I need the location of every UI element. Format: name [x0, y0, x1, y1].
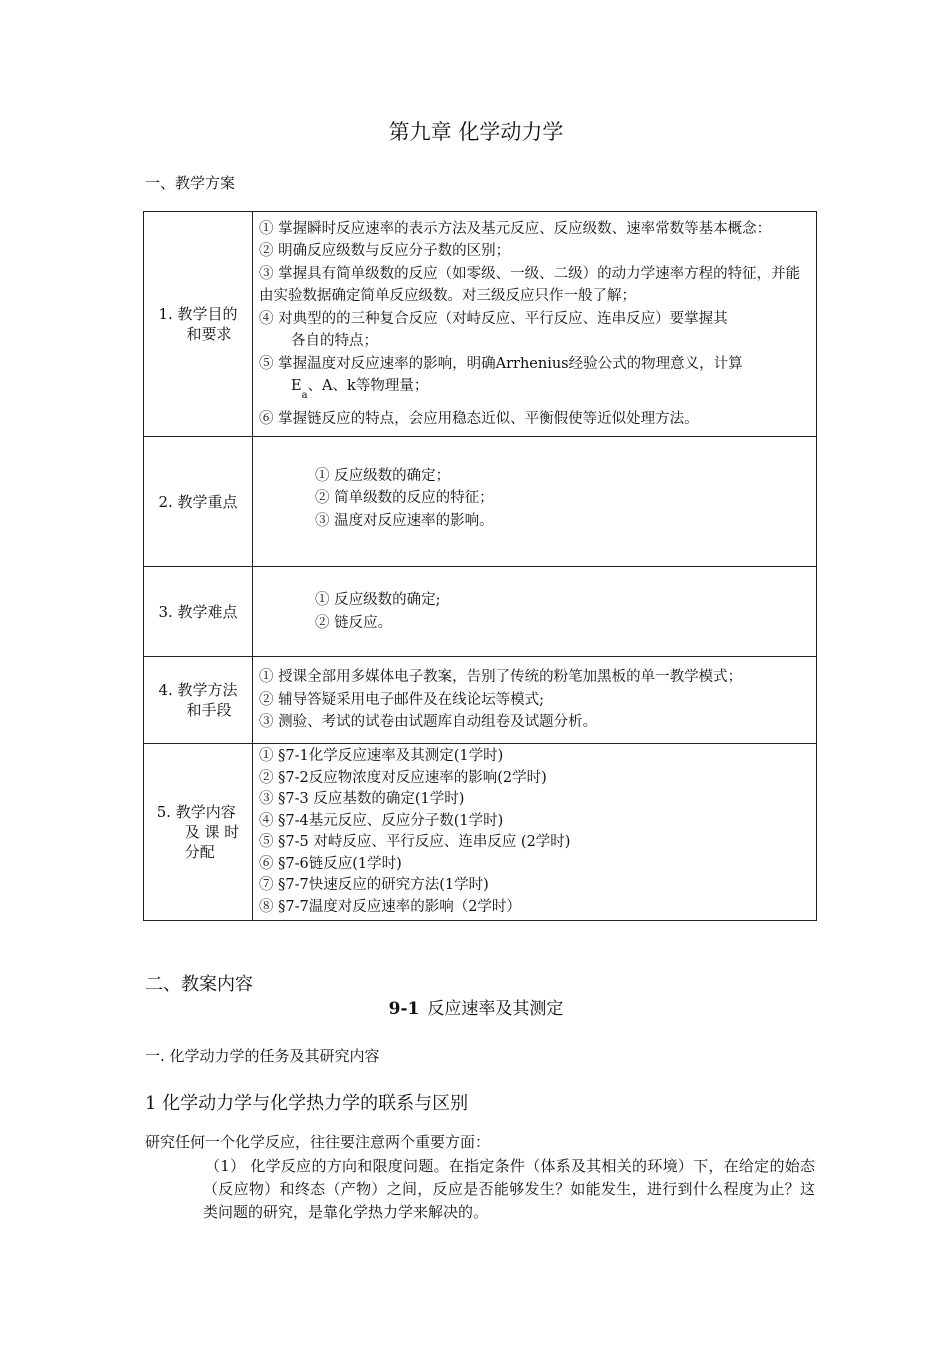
list-item: ⑦ §7-7快速反应的研究方法(1学时) [259, 877, 489, 893]
label-line: 及 课 时 [184, 823, 240, 841]
label-line: 和要求 [186, 325, 232, 343]
heading-relation: 1 化学动力学与化学热力学的联系与区别 [145, 1093, 469, 1114]
list-item: ⑧ §7-7温度对反应速率的影响（2学时） [259, 898, 521, 915]
list-item: ③ 掌握具有简单级数的反应（如零级、一级、二级）的动力学速率方程的特征，并能由实验数据确定简单反应级数。对三级反应只作一般了解； [259, 265, 801, 305]
list-item: ② §7-2反应物浓度对反应速率的影响(2学时) [259, 769, 547, 786]
paragraph-direction-limit: （1） 化学反应的方向和限度问题。在指定条件（体系及其相关的环境）下，在给定的始态（反应物）和终态（产物）之间，反应是否能够发生？如能发生，进行到什么程度为止？这类问题的研究，是靠化学热力学来解决的。 [203, 1157, 815, 1221]
list-item: ⑤ §7-5 对峙反应、平行反应、连串反应 (2学时) [259, 834, 571, 850]
row-content [253, 567, 817, 657]
table-row [144, 437, 817, 567]
list-item: ② 辅导答疑采用电子邮件及在线论坛等模式; [259, 691, 544, 708]
row-label [144, 744, 253, 921]
row-label [144, 437, 253, 567]
list-item: ⑥ 掌握链反应的特点，会应用稳态近似、平衡假使等近似处理方法。 [259, 410, 699, 427]
label-line: 5. 教学内容 [156, 803, 236, 821]
chapter-title: 第九章 化学动力学 [388, 120, 564, 144]
section-heading-lesson-content: 二、教案内容 [145, 974, 253, 995]
heading-task: 一. 化学动力学的任务及其研究内容 [145, 1047, 380, 1065]
list-item: ③ 测验、考试的试卷由试题库自动组卷及试题分析。 [259, 714, 598, 731]
label-line: 4. 教学方法 [158, 681, 238, 699]
label-line: 3. 教学难点 [158, 602, 238, 621]
row-label [144, 212, 253, 437]
list-item: ⑥ §7-6链反应(1学时) [259, 855, 402, 872]
label-line: 1. 教学目的 [158, 305, 238, 323]
ea-symbol: E [291, 378, 302, 395]
list-item: ① 反应级数的确定; [315, 592, 441, 608]
list-item [259, 375, 812, 408]
subsection-number: 9-1 [388, 999, 420, 1019]
list-item: ① 反应级数的确定； [315, 467, 451, 484]
table-row [144, 212, 817, 437]
list-item: 各自的特点； [291, 333, 378, 350]
row-content [253, 212, 817, 437]
list-item: ③ §7-3 反应基数的确定(1学时) [259, 791, 465, 807]
list-item: ② 简单级数的反应的特征； [315, 490, 494, 507]
row-label [144, 657, 253, 744]
table-row [144, 567, 817, 657]
row-content [253, 437, 817, 567]
ea-tail: 、A、k等物理量； [307, 378, 429, 395]
list-item: ③ 温度对反应速率的影响。 [315, 512, 494, 529]
table-row [144, 744, 817, 921]
list-item: ⑤ 掌握温度对反应速率的影响，明确Arrhenius经验公式的物理意义，计算 [259, 355, 743, 372]
ea-subscript: a [301, 390, 308, 402]
list-item: ④ 对典型的的三种复合反应（对峙反应、平行反应、连串反应）要掌握其 [259, 310, 728, 327]
subsection-title [0, 994, 952, 1019]
list-item: ④ §7-4基元反应、反应分子数(1学时) [259, 812, 504, 829]
label-line: 2. 教学重点 [158, 492, 238, 511]
list-item: ② 明确反应级数与反应分子数的区别； [259, 243, 511, 260]
paragraph-intro: 研究任何一个化学反应，往往要注意两个重要方面： [145, 1133, 491, 1151]
label-line: 和手段 [186, 701, 232, 719]
row-label [144, 567, 253, 657]
subsection-name: 反应速率及其测定 [427, 999, 564, 1019]
list-item: ① 掌握瞬时反应速率的表示方法及基元反应、反应级数、速率常数等基本概念： [259, 220, 772, 237]
row-content [253, 744, 817, 921]
list-item: ① §7-1化学反应速率及其测定(1学时) [259, 748, 504, 764]
list-item: ② 链反应。 [315, 614, 393, 631]
list-item: ① 授课全部用多媒体电子教案，告别了传统的粉笔加黑板的单一教学模式； [259, 669, 743, 686]
table-row [144, 657, 817, 744]
teaching-plan-table [143, 211, 817, 921]
row-content [253, 657, 817, 744]
section-heading-teaching-plan: 一、教学方案 [145, 174, 236, 192]
label-line: 分配 [184, 843, 215, 861]
